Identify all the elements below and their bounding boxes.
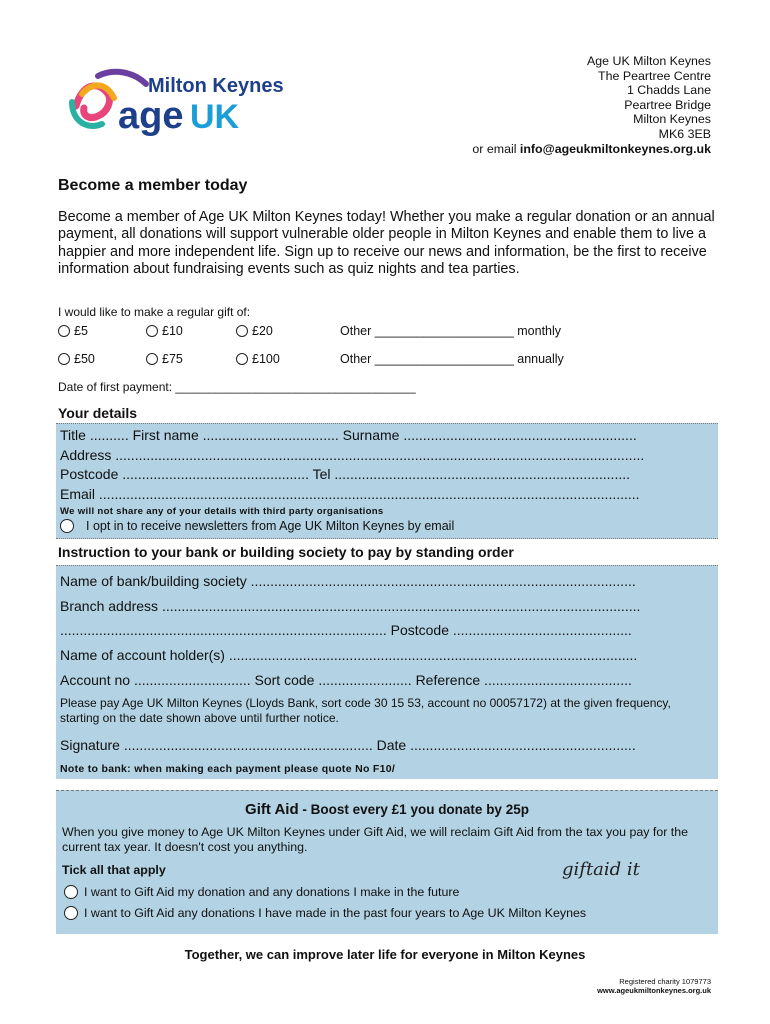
- bank-postcode-field[interactable]: .................................................................................... Postcode ..............................................: [60, 622, 632, 638]
- account-sortcode-field[interactable]: Account no .............................. Sort code ........................ Reference ......................................: [60, 672, 632, 688]
- age-uk-logo: [68, 64, 308, 136]
- address-line: Peartree Bridge: [624, 97, 711, 112]
- address-line: Age UK Milton Keynes: [587, 54, 711, 68]
- account-holder-field[interactable]: Name of account holder(s) .........................................................................................................: [60, 647, 638, 663]
- radio-icon[interactable]: [58, 353, 70, 365]
- email-link[interactable]: info@ageukmiltonkeynes.org.uk: [519, 141, 711, 156]
- gift-aid-past-option[interactable]: I want to Gift Aid any donations I have made in the past four years to Age UK Milton Keynes: [64, 906, 586, 920]
- address-field[interactable]: Address ........................................................................................................................................: [60, 447, 645, 463]
- svg-text:Milton Keynes: Milton Keynes: [148, 75, 284, 97]
- website-link[interactable]: www.ageukmiltonkeynes.org.uk: [597, 986, 711, 995]
- closing-slogan: Together, we can improve later life for everyone in Milton Keynes: [184, 947, 586, 962]
- standing-order-box: [56, 565, 718, 779]
- radio-icon[interactable]: [60, 519, 74, 533]
- radio-icon[interactable]: [58, 325, 70, 337]
- other-monthly-field[interactable]: Other ____________________ monthly: [340, 324, 562, 338]
- gift-option-5[interactable]: £5: [58, 324, 88, 338]
- address-line: 1 Chadds Lane: [626, 83, 711, 98]
- footer: [597, 977, 711, 995]
- address-line: MK6 3EB: [658, 126, 711, 141]
- branch-address-field[interactable]: Branch address ...........................................................................................................................: [60, 598, 641, 614]
- your-details-heading: Your details: [58, 405, 138, 421]
- gift-option-75[interactable]: £75: [146, 352, 183, 366]
- other-annual-field[interactable]: Other ____________________ annually: [340, 352, 564, 366]
- gift-aid-box: [56, 790, 718, 934]
- bank-name-field[interactable]: Name of bank/building society ...................................................................................................: [60, 573, 636, 589]
- svg-text:giftaid it: giftaid it: [562, 859, 640, 880]
- gift-aid-text: When you give money to Age UK Milton Keynes under Gift Aid, we will reclaim Gift Aid from the tax you pay for the current tax year. It doesn't cost you anything.: [62, 825, 689, 854]
- intro-paragraph: Become a member of Age UK Milton Keynes today! Whether you make a regular donation or an annual payment, all donations will support vulnerable older people in Milton Keynes and enable them to live a happier and more independent life. Sign up to receive our news and information, be the first to receive information about fundraising events such as quiz nights and tea parties.: [58, 209, 715, 278]
- email-line: or email info@ageukmiltonkeynes.org.uk: [472, 141, 711, 156]
- privacy-note: We will not share any of your details with third party organisations: [60, 506, 384, 517]
- bank-instruction-note: Please pay Age UK Milton Keynes (Lloyds Bank, sort code 30 15 53, account no 00057172) at the given frequency, starting on the date shown above until further notice.: [60, 696, 671, 725]
- radio-icon[interactable]: [64, 906, 78, 920]
- note-to-bank: Note to bank: when making each payment please quote No F10/: [60, 763, 396, 775]
- gift-aid-heading: Gift Aid - Boost every £1 you donate by 25p: [245, 801, 529, 818]
- gift-option-100[interactable]: £100: [236, 352, 280, 366]
- gift-aid-future-option[interactable]: I want to Gift Aid my donation and any donations I make in the future: [64, 885, 459, 899]
- contact-address: [472, 54, 711, 156]
- signature-date-field[interactable]: Signature ................................................................ Date ..........................................................: [60, 737, 636, 753]
- address-line: Milton Keynes: [633, 112, 711, 127]
- radio-icon[interactable]: [236, 353, 248, 365]
- gift-option-50[interactable]: £50: [58, 352, 95, 366]
- email-field[interactable]: Email ...........................................................................................................................................: [60, 486, 640, 502]
- address-line: The Peartree Centre: [598, 68, 711, 83]
- become-member-heading: Become a member today: [58, 177, 248, 194]
- gift-option-10[interactable]: £10: [146, 324, 183, 338]
- postcode-tel-field[interactable]: Postcode ................................................ Tel ............................................................................: [60, 466, 631, 482]
- regular-gift-label: I would like to make a regular gift of:: [58, 305, 251, 319]
- svg-text:age: age: [118, 95, 184, 136]
- radio-icon[interactable]: [64, 885, 78, 899]
- standing-order-heading: Instruction to your bank or building society to pay by standing order: [58, 544, 514, 560]
- your-details-box: [56, 423, 718, 539]
- gift-option-20[interactable]: £20: [236, 324, 273, 338]
- svg-text:UK: UK: [190, 98, 240, 136]
- tick-all-label: Tick all that apply: [62, 863, 166, 877]
- radio-icon[interactable]: [146, 353, 158, 365]
- newsletter-optin[interactable]: I opt in to receive newsletters from Age UK Milton Keynes by email: [60, 519, 454, 533]
- radio-icon[interactable]: [236, 325, 248, 337]
- first-payment-date-field[interactable]: Date of first payment: ____________________________________: [58, 380, 416, 394]
- charity-number: Registered charity 1079773: [619, 977, 711, 986]
- radio-icon[interactable]: [146, 325, 158, 337]
- title-name-field[interactable]: Title .......... First name ................................... Surname ............................................................: [60, 427, 637, 443]
- gift-aid-logo: [562, 853, 646, 883]
